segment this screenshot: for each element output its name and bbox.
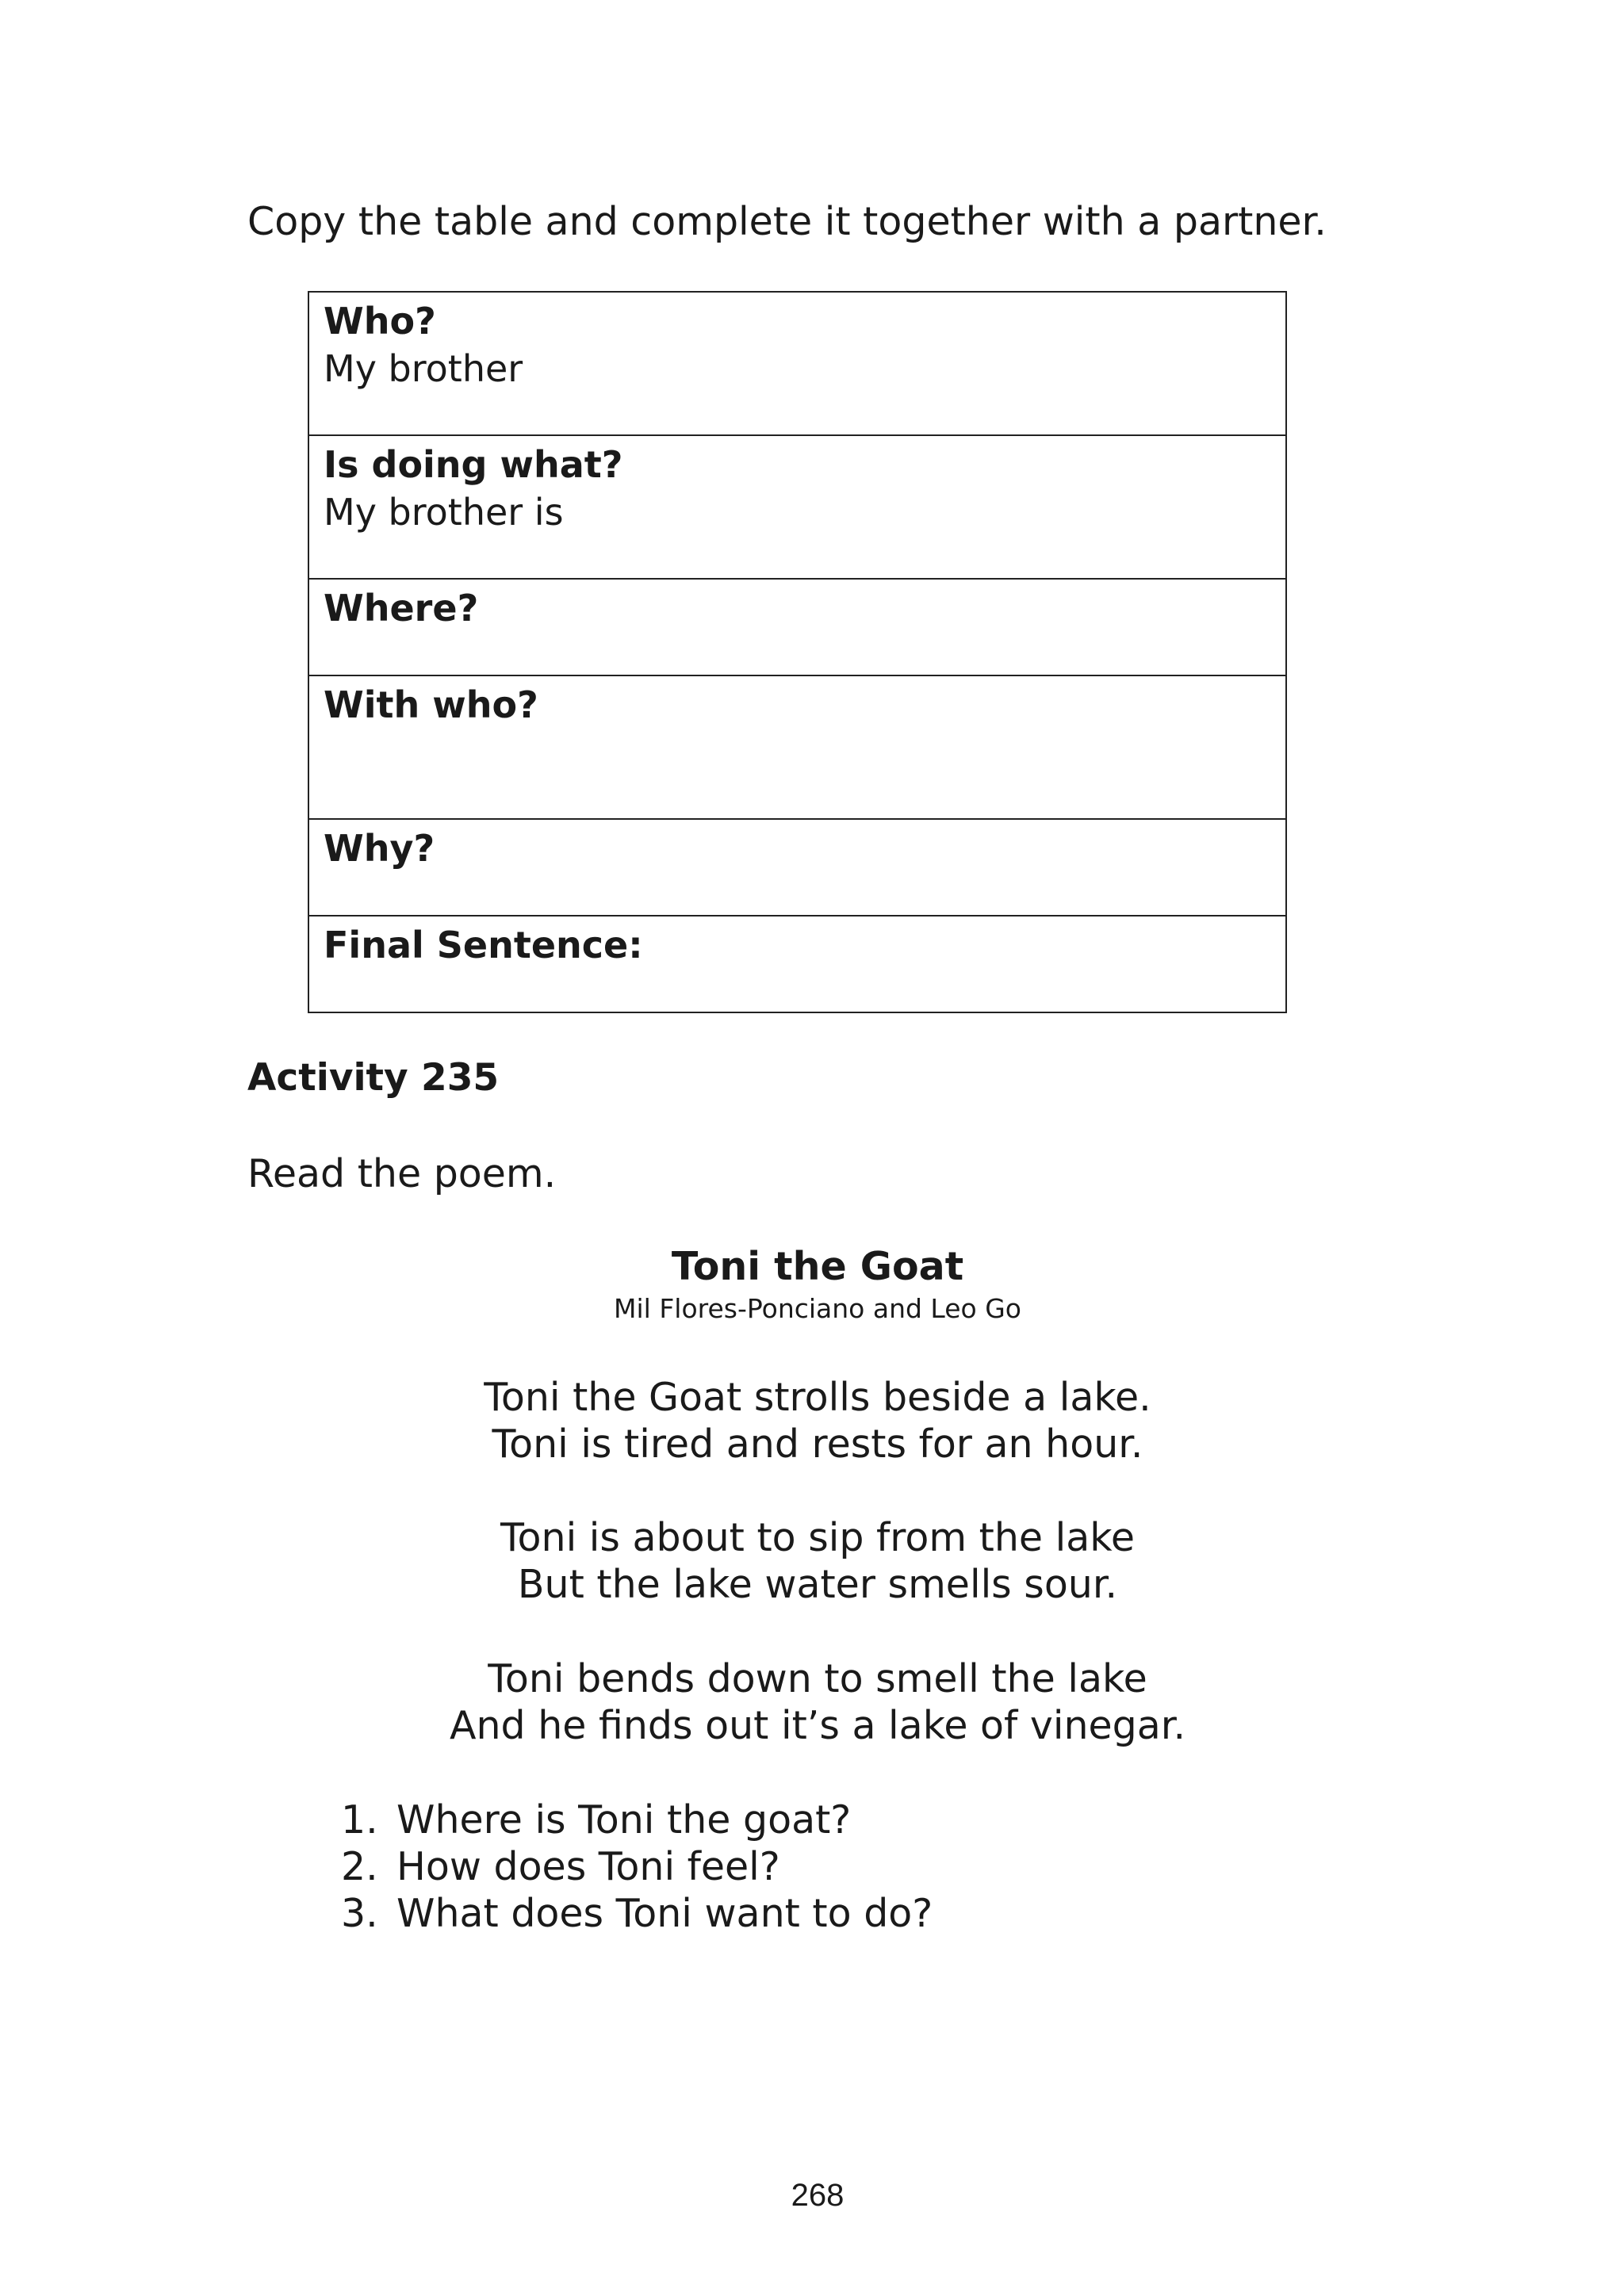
row-answer: My brother is (324, 491, 564, 534)
list-item (341, 1797, 933, 1843)
table-row (308, 916, 1286, 1012)
poem-stanza (0, 1655, 1624, 1749)
page-number: 268 (791, 2178, 845, 2213)
activity-instruction: Read the poem. (247, 1151, 557, 1196)
question-text: Where is Toni the goat? (396, 1797, 852, 1843)
poem-line: Toni the Goat strolls beside a lake. (484, 1375, 1151, 1420)
poem-line: And he finds out it’s a lake of vinegar. (449, 1703, 1186, 1748)
row-question: Who? (324, 300, 436, 342)
poem-line: Toni bends down to smell the lake (488, 1656, 1147, 1701)
question-text: What does Toni want to do? (396, 1891, 933, 1936)
question-list (341, 1797, 933, 1937)
question-number: 2. (341, 1844, 378, 1889)
table-cell (308, 819, 1286, 916)
question-text: How does Toni feel? (396, 1844, 780, 1889)
sentence-building-table (308, 291, 1287, 1013)
table-row (308, 292, 1286, 435)
poem-line: But the lake water smells sour. (517, 1562, 1118, 1607)
question-number: 1. (341, 1797, 378, 1843)
table-cell (308, 579, 1286, 675)
row-question: Final Sentence: (324, 924, 643, 966)
row-question: Why? (324, 827, 435, 870)
table-cell (308, 435, 1286, 579)
list-item (341, 1890, 933, 1937)
row-question: Is doing what? (324, 443, 623, 486)
table-cell (308, 916, 1286, 1012)
table-row (308, 819, 1286, 916)
table-row (308, 675, 1286, 819)
list-item (341, 1843, 933, 1890)
table-row (308, 435, 1286, 579)
poem-line: Toni is about to sip from the lake (500, 1515, 1136, 1560)
table-row (308, 579, 1286, 675)
row-question: Where? (324, 587, 479, 629)
table-cell (308, 292, 1286, 435)
table-instruction: Copy the table and complete it together with a partner. (247, 199, 1327, 244)
poem-authors: Mil Flores-Ponciano and Leo Go (614, 1293, 1021, 1324)
row-answer: My brother (324, 347, 523, 390)
row-question: With who? (324, 683, 538, 726)
poem-stanza (0, 1374, 1624, 1468)
question-number: 3. (341, 1891, 378, 1936)
table-cell (308, 675, 1286, 819)
poem-line: Toni is tired and rests for an hour. (492, 1422, 1143, 1467)
activity-heading: Activity 235 (247, 1056, 500, 1100)
poem-title: Toni the Goat (671, 1244, 964, 1289)
poem-stanza (0, 1514, 1624, 1608)
